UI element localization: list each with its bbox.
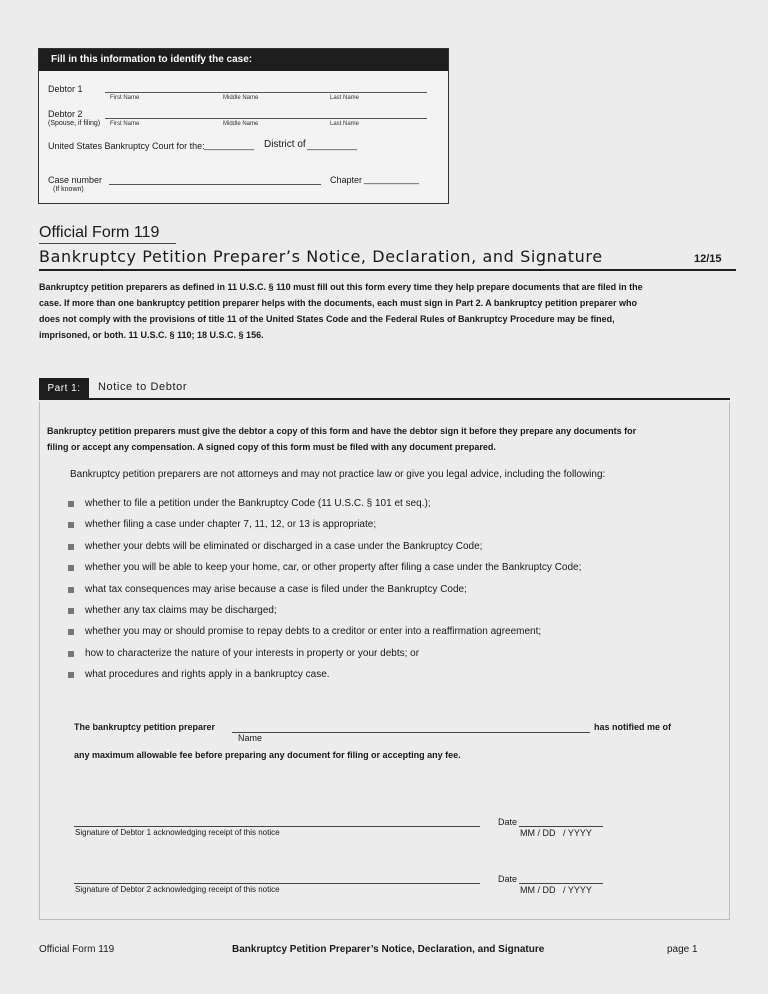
- chapter-label: Chapter: [330, 175, 363, 185]
- form-revision-date: 12/15: [694, 253, 722, 265]
- bullet-icon: [68, 629, 74, 635]
- list-item: [68, 519, 376, 530]
- title-rule: [39, 269, 736, 271]
- case-identification-header: Fill in this information to identify the case:: [39, 49, 448, 71]
- date2-label: Date: [498, 874, 518, 884]
- debtor2-signature-line[interactable]: [74, 883, 480, 884]
- notified-suffix: has notified me of: [594, 722, 672, 732]
- case-identification-box: [38, 48, 449, 204]
- debtor2-last-name-caption: Last Name: [330, 121, 360, 127]
- form-title: Bankruptcy Petition Preparer’s Notice, Declaration, and Signature: [39, 247, 603, 266]
- court-label: United States Bankruptcy Court for the:: [48, 141, 205, 151]
- instruction-line: filing or accept any compensation. A signed copy of this form must be filed with any document prepared.: [47, 442, 496, 452]
- debtor1-first-name-caption: First Name: [110, 95, 140, 101]
- case-number-field[interactable]: [109, 184, 321, 185]
- intro-line: imprisoned, or both. 11 U.S.C. § 110; 18 U.S.C. § 156.: [39, 330, 264, 340]
- bullet-icon: [68, 501, 74, 507]
- bullet-icon: [68, 587, 74, 593]
- debtor2-first-name-caption: First Name: [110, 121, 140, 127]
- debtor1-middle-name-caption: Middle Name: [223, 95, 259, 101]
- part1-instruction: [47, 423, 717, 455]
- part1-title: Notice to Debtor: [98, 381, 188, 393]
- footer-form-number: Official Form 119: [39, 944, 115, 955]
- form-number: Official Form 119: [39, 224, 160, 241]
- list-item: [68, 562, 581, 573]
- debtor1-signature-caption: Signature of Debtor 1 acknowledging receipt of this notice: [75, 828, 280, 837]
- list-item: [68, 648, 419, 659]
- date2-field[interactable]: [519, 883, 603, 884]
- intro-paragraph: [39, 279, 719, 343]
- list-item-text: what procedures and rights apply in a bankruptcy case.: [85, 669, 330, 680]
- list-item: [68, 541, 482, 552]
- intro-line: does not comply with the provisions of title 11 of the United States Code and the Federal Rules of Bankruptcy Procedure may be fined,: [39, 314, 615, 324]
- bullet-icon: [68, 608, 74, 614]
- footer-form-title: Bankruptcy Petition Preparer’s Notice, Declaration, and Signature: [232, 944, 545, 955]
- court-field[interactable]: __________: [204, 140, 255, 150]
- district-label: District of: [264, 139, 306, 150]
- list-item-text: whether your debts will be eliminated or discharged in a case under the Bankruptcy Code;: [85, 541, 483, 552]
- fee-statement: any maximum allowable fee before preparing any document for filing or accepting any fee.: [74, 750, 461, 760]
- date1-field[interactable]: [519, 826, 603, 827]
- list-item-text: whether you may or should promise to repay debts to a creditor or enter into a reaffirmation agreement;: [85, 626, 542, 637]
- bullet-icon: [68, 672, 74, 678]
- debtor1-signature-line[interactable]: [74, 826, 480, 827]
- bullet-icon: [68, 544, 74, 550]
- part1-tab: Part 1:: [39, 378, 89, 399]
- chapter-field[interactable]: ___________: [364, 174, 420, 184]
- notified-prefix: The bankruptcy petition preparer: [74, 722, 216, 732]
- date2-format-caption: MM / DD / YYYY: [520, 885, 592, 895]
- list-item-text: whether any tax claims may be discharged;: [85, 605, 277, 616]
- debtor2-middle-name-caption: Middle Name: [223, 121, 259, 127]
- date1-label: Date: [498, 817, 518, 827]
- name-caption: Name: [238, 733, 263, 743]
- bullet-icon: [68, 651, 74, 657]
- case-number-label: Case number: [48, 175, 103, 185]
- debtor1-last-name-caption: Last Name: [330, 95, 360, 101]
- debtor2-name-field[interactable]: [105, 118, 427, 119]
- list-item: [68, 498, 431, 509]
- list-item-text: how to characterize the nature of your interests in property or your debts; or: [85, 648, 420, 659]
- part1-rule: [39, 398, 730, 400]
- list-item-text: what tax consequences may arise because a case is filed under the Bankruptcy Code;: [85, 584, 467, 595]
- bullet-icon: [68, 565, 74, 571]
- list-item: [68, 605, 277, 616]
- list-item-text: whether you will be able to keep your home, car, or other property after filing a case under the Bankruptcy Code;: [85, 562, 582, 573]
- intro-line: case. If more than one bankruptcy petition preparer helps with the documents, each must sign in Part 2. A bankruptcy petition preparer who: [39, 298, 637, 308]
- form-number-underline: [39, 243, 176, 244]
- debtor1-name-field[interactable]: [105, 92, 427, 93]
- debtor2-signature-caption: Signature of Debtor 2 acknowledging receipt of this notice: [75, 885, 280, 894]
- list-item: [68, 626, 541, 637]
- preparer-name-field[interactable]: [232, 732, 590, 733]
- if-known-caption: (If known): [53, 186, 84, 193]
- debtor2-label: Debtor 2: [48, 109, 83, 119]
- list-item-text: whether to file a petition under the Bankruptcy Code (11 U.S.C. § 101 et seq.);: [85, 498, 431, 509]
- list-item: [68, 584, 467, 595]
- footer-page-number: page 1: [667, 944, 698, 955]
- district-field[interactable]: __________: [307, 140, 358, 150]
- intro-line: Bankruptcy petition preparers as defined in 11 U.S.C. § 110 must fill out this form every time they help prepare documents that are filed in the: [39, 282, 643, 292]
- date1-format-caption: MM / DD / YYYY: [520, 828, 592, 838]
- instruction-line: Bankruptcy petition preparers must give the debtor a copy of this form and have the debtor sign it before they prepare any documents for: [47, 426, 637, 436]
- debtor1-label: Debtor 1: [48, 84, 83, 94]
- spouse-caption: (Spouse, if filing): [48, 120, 101, 127]
- bullet-icon: [68, 522, 74, 528]
- part1-lead-text: Bankruptcy petition preparers are not attorneys and may not practice law or give you legal advice, including the following:: [70, 469, 606, 480]
- list-item-text: whether filing a case under chapter 7, 11, 12, or 13 is appropriate;: [85, 519, 377, 530]
- list-item: [68, 669, 330, 680]
